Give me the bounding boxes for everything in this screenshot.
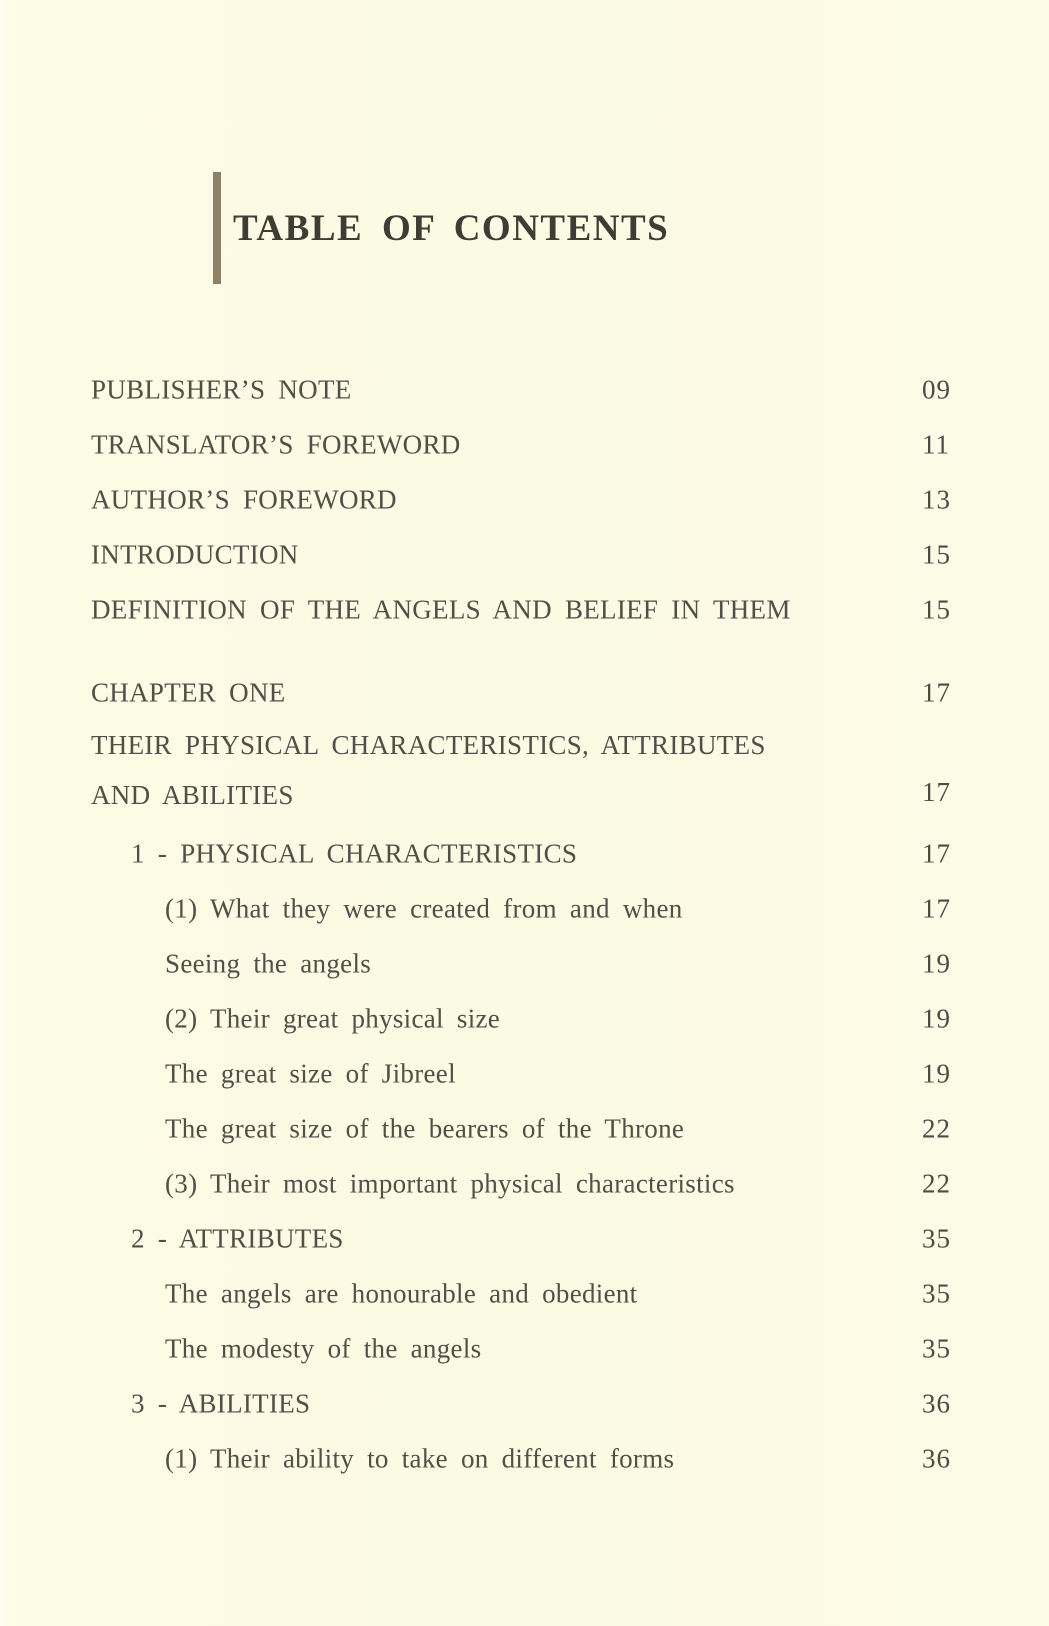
toc-entry: [0, 881, 1049, 936]
page-title-block: [213, 172, 669, 284]
toc-entry-page-number: 17: [922, 893, 951, 923]
toc-entry-page-number: 17: [922, 777, 951, 807]
toc-entry-label: INTRODUCTION: [91, 539, 299, 569]
toc-entry-label: (3) Their most important physical characteristics: [165, 1168, 735, 1198]
toc-entry-page-number: 36: [922, 1443, 951, 1473]
toc-entry: [0, 1156, 1049, 1211]
toc-entry-label-line2: AND ABILITIES: [91, 780, 294, 810]
title-accent-bar: [213, 172, 221, 284]
toc-entry-label: 1 - PHYSICAL CHARACTERISTICS: [131, 838, 578, 868]
toc-entry: [0, 1431, 1049, 1486]
toc-entry-label: [91, 720, 871, 820]
toc-entry: [0, 1211, 1049, 1266]
table-of-contents: [0, 362, 1049, 1486]
toc-entry-page-number: 35: [922, 1333, 951, 1363]
toc-entry: [0, 826, 1049, 881]
toc-entry-label: (1) What they were created from and when: [165, 893, 683, 923]
toc-entry: [0, 1321, 1049, 1376]
toc-entry-label: The modesty of the angels: [165, 1333, 482, 1363]
toc-entry: [0, 991, 1049, 1046]
toc-entry-page-number: 13: [922, 484, 951, 514]
toc-entry: [0, 527, 1049, 582]
toc-entry-label: 3 - ABILITIES: [131, 1388, 311, 1418]
toc-entry-label: PUBLISHER’S NOTE: [91, 374, 352, 404]
toc-entry-page-number: 19: [922, 948, 951, 978]
toc-entry-label: The great size of Jibreel: [165, 1058, 456, 1088]
toc-entry-label: Seeing the angels: [165, 948, 372, 978]
toc-entry: [0, 1266, 1049, 1321]
toc-entry-label: TRANSLATOR’S FOREWORD: [91, 429, 461, 459]
toc-entry-page-number: 35: [922, 1278, 951, 1308]
toc-entry-page-number: 35: [922, 1223, 951, 1253]
toc-entry-page-number: 19: [922, 1058, 951, 1088]
toc-entry-page-number: 22: [922, 1113, 951, 1143]
toc-entry-page-number: 36: [922, 1388, 951, 1418]
toc-entry-page-number: 09: [922, 374, 951, 404]
toc-entry-label-line1: THEIR PHYSICAL CHARACTERISTICS, ATTRIBUTES: [91, 730, 766, 760]
toc-entry-chapter-one: [0, 665, 1049, 720]
toc-entry-label: The great size of the bearers of the Throne: [165, 1113, 685, 1143]
toc-entry: [0, 1376, 1049, 1431]
toc-entry: [0, 582, 1049, 637]
toc-entry: [0, 362, 1049, 417]
toc-entry: [0, 1046, 1049, 1101]
toc-entry-page-number: 19: [922, 1003, 951, 1033]
toc-entry-chapter-one-title: [0, 720, 1049, 820]
toc-entry-page-number: 17: [922, 677, 951, 707]
toc-entry-label: AUTHOR’S FOREWORD: [91, 484, 397, 514]
page-title: TABLE OF CONTENTS: [233, 207, 670, 249]
toc-entry-page-number: 11: [922, 429, 950, 459]
toc-entry-page-number: 15: [922, 594, 951, 624]
toc-entry: [0, 417, 1049, 472]
toc-entry-label: The angels are honourable and obedient: [165, 1278, 638, 1308]
toc-entry: [0, 1101, 1049, 1156]
toc-entry-page-number: 15: [922, 539, 951, 569]
toc-entry-label: CHAPTER ONE: [91, 677, 286, 707]
toc-entry-label: (1) Their ability to take on different forms: [165, 1443, 675, 1473]
toc-entry: [0, 472, 1049, 527]
toc-entry-label: (2) Their great physical size: [165, 1003, 501, 1033]
toc-entry-page-number: 17: [922, 838, 951, 868]
toc-entry-label: DEFINITION OF THE ANGELS AND BELIEF IN THEM: [91, 594, 791, 624]
toc-entry-label: 2 - ATTRIBUTES: [131, 1223, 344, 1253]
toc-entry-page-number: 22: [922, 1168, 951, 1198]
toc-entry: [0, 936, 1049, 991]
